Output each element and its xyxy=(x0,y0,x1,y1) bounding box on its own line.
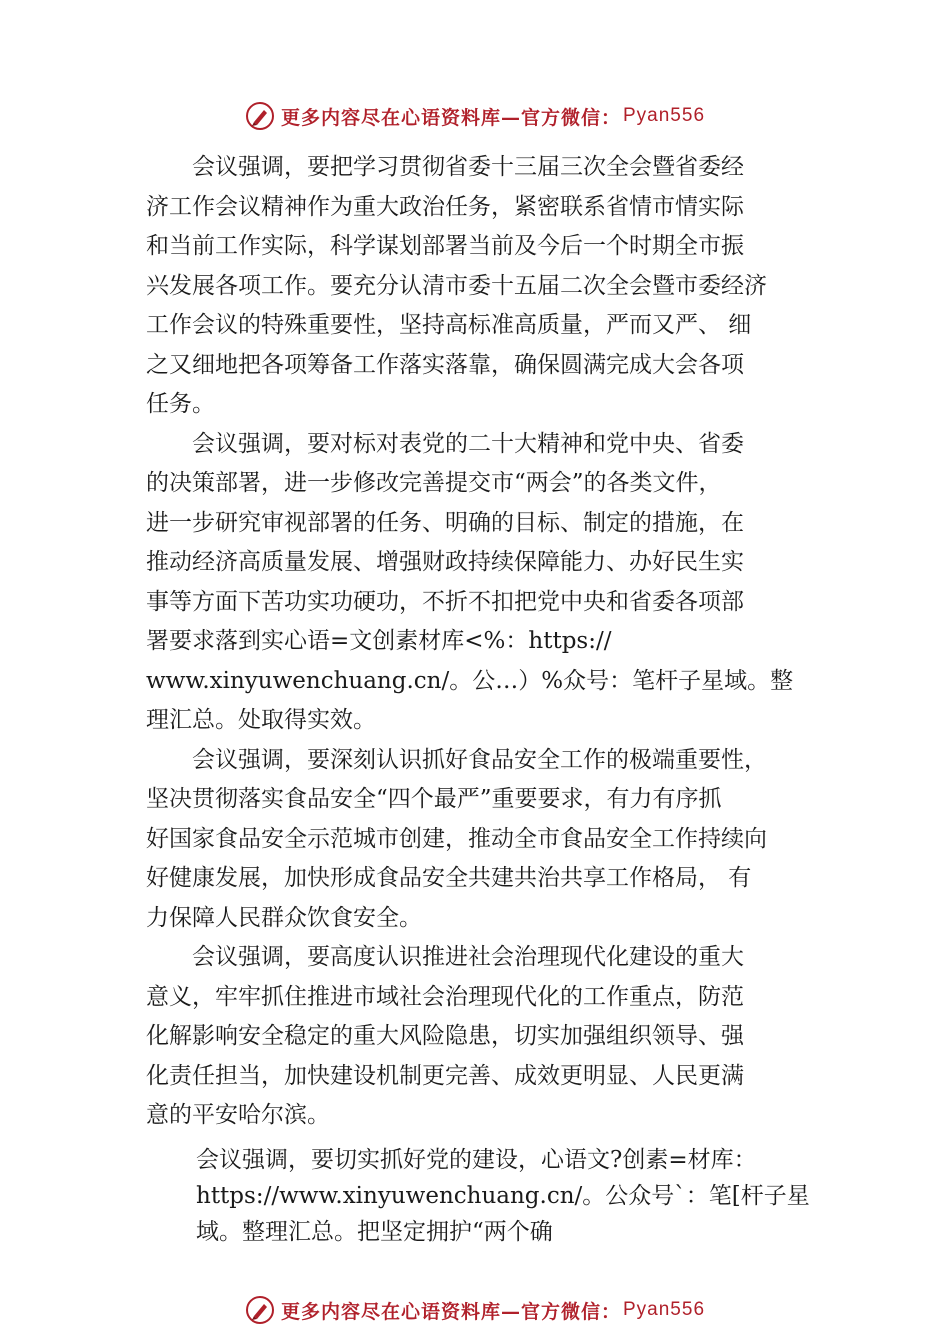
document-body xyxy=(146,148,836,1136)
text-line: www.xinyuwenchuang.cn/。公…）%众号：笔杆子星域。整 xyxy=(146,667,794,694)
text-line: 域。整理汇总。把坚定拥护“两个确 xyxy=(196,1219,553,1245)
text-line: 之又细地把各项筹备工作落实落靠，确保圆满完成大会各项 xyxy=(146,351,744,378)
text-line: 理汇总。处取得实效。 xyxy=(146,707,376,733)
paragraph-3 xyxy=(146,741,836,939)
text-line: 意义，牢牢抓住推进市域社会治理现代化的工作重点，防范 xyxy=(146,983,744,1010)
text-line: 意的平安哈尔滨。 xyxy=(146,1102,330,1128)
pen-logo-icon xyxy=(245,101,275,131)
text-line: 化解影响安全稳定的重大风险隐患，切实加强组织领导、强 xyxy=(146,1023,744,1049)
paragraph-1 xyxy=(146,148,836,425)
text-line: 化责任担当，加快建设机制更完善、成效更明显、人民更满 xyxy=(146,1062,744,1089)
paragraph-5 xyxy=(196,1142,846,1250)
paragraph-4 xyxy=(146,938,836,1136)
text-line: 会议强调，要高度认识推进社会治理现代化建设的重大 xyxy=(192,944,744,970)
paragraph-2 xyxy=(146,425,836,741)
text-line: 署要求落到实心语=文创素材库<%：https:// xyxy=(146,628,612,654)
text-line: 好健康发展，加快形成食品安全共建共治共享工作格局， 有 xyxy=(146,865,752,891)
watermark-text: 更多内容尽在心语资料库—官方微信： xyxy=(280,1300,621,1323)
text-line: 的决策部署，进一步修改完善提交市“两会”的各类文件， xyxy=(146,470,722,496)
text-line: 兴发展各项工作。要充分认清市委十五届二次全会暨市委经济 xyxy=(146,272,767,299)
text-line: https://www.xinyuwenchuang.cn/。公众号`：笔[杆子星 xyxy=(196,1183,810,1209)
text-line: 进一步研究审视部署的任务、明确的目标、制定的措施，在 xyxy=(146,509,744,536)
text-line: 会议强调，要把学习贯彻省委十三届三次全会暨省委经 xyxy=(192,154,744,180)
text-line: 会议强调，要深刻认识抓好食品安全工作的极端重要性， xyxy=(192,746,767,773)
pen-logo-icon xyxy=(245,1295,275,1325)
text-line: 推动经济高质量发展、增强财政持续保障能力、办好民生实 xyxy=(146,549,744,575)
text-line: 坚决贯彻落实食品安全“四个最严”重要要求，有力有序抓 xyxy=(146,786,722,812)
text-line: 工作会议的特殊重要性，坚持高标准高质量，严而又严、 细 xyxy=(146,312,752,338)
watermark-wechat-id: Pyan556 xyxy=(623,1299,706,1320)
text-line: 会议强调，要切实抓好党的建设，心语文?创素=材库： xyxy=(196,1147,757,1173)
text-line: 和当前工作实际，科学谋划部署当前及今后一个时期全市振 xyxy=(146,233,744,259)
text-line: 好国家食品安全示范城市创建，推动全市食品安全工作持续向 xyxy=(146,825,767,852)
watermark-text: 更多内容尽在心语资料库—官方微信： xyxy=(280,106,621,129)
text-line: 事等方面下苦功实功硬功，不折不扣把党中央和省委各项部 xyxy=(146,588,744,615)
footer-watermark xyxy=(0,1290,950,1330)
header-watermark xyxy=(0,96,950,136)
text-line: 力保障人民群众饮食安全。 xyxy=(146,904,422,931)
text-line: 济工作会议精神作为重大政治任务，紧密联系省情市情实际 xyxy=(146,193,744,220)
watermark-wechat-id: Pyan556 xyxy=(623,105,706,126)
text-line: 任务。 xyxy=(146,391,215,417)
text-line: 会议强调，要对标对表党的二十大精神和党中央、省委 xyxy=(192,430,744,457)
